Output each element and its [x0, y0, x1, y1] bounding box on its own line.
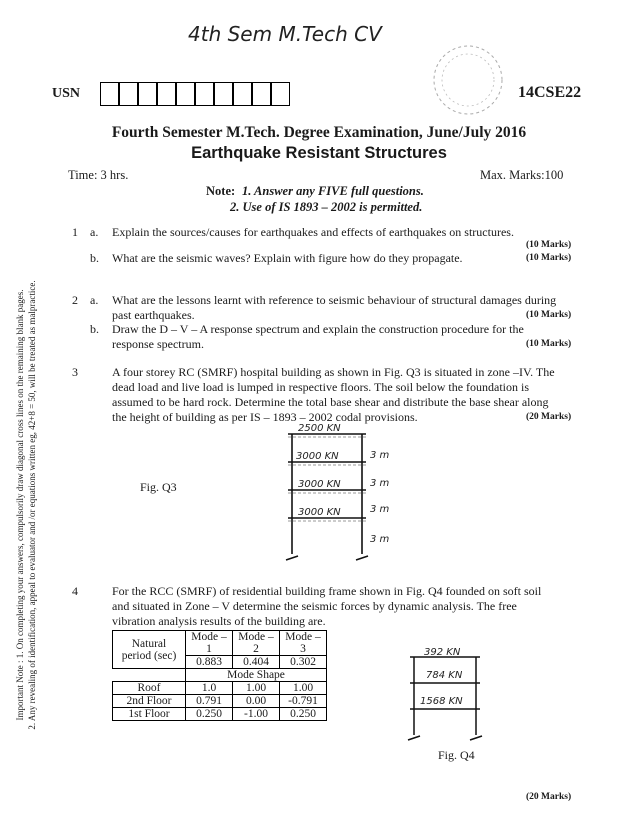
fig-q3-load-2: 3000 KN: [298, 479, 341, 490]
free-vibration-table: [112, 630, 327, 721]
q2a-text-1: What are the lessons learnt with reference to seismic behaviour of structural damages during: [112, 293, 557, 307]
q2a-text-2: past earthquakes.: [112, 308, 195, 322]
fig-q3-frame: [270, 422, 400, 574]
q1b-text: What are the seismic waves? Explain with figure how do they propagate.: [112, 251, 463, 265]
fig-q3-height-3: 3 m: [370, 478, 390, 489]
cell: 1.0: [186, 682, 233, 695]
q4-line-2: and situated in Zone – V determine the seismic forces by dynamic analysis. The free: [112, 599, 517, 613]
usn-digit-box[interactable]: [195, 82, 214, 106]
q3-number: 3: [72, 365, 78, 379]
mode-shape-header: Mode Shape: [186, 669, 327, 682]
q1a-marks: (10 Marks): [526, 240, 572, 250]
college-stamp-mark: [420, 40, 520, 120]
fig-q3-load-1: 3000 KN: [298, 507, 341, 518]
cell: 0.250: [280, 708, 327, 721]
q2a-label: a.: [90, 293, 99, 307]
q1b-label: b.: [90, 251, 99, 265]
q4-line-1: For the RCC (SMRF) of residential building frame shown in Fig. Q4 founded on soft soil: [112, 584, 542, 598]
table-row: [113, 682, 327, 695]
fig-q4-frame: [404, 645, 494, 745]
subject-title: Earthquake Resistant Structures: [191, 144, 447, 162]
q3-line-1: A four storey RC (SMRF) hospital building as shown in Fig. Q3 is situated in zone –IV. The: [112, 365, 555, 379]
mode-1-header: Mode – 1: [186, 631, 233, 656]
cell: 1.00: [280, 682, 327, 695]
side-note-1: Important Note : 1. On completing your answers, compulsorily draw diagonal cross lines on the remaining blank pages.: [15, 289, 25, 721]
fig-q3-load-roof: 2500 KN: [298, 423, 341, 434]
period-mode-1: 0.883: [186, 656, 233, 669]
paper-code: 14CSE22: [518, 84, 582, 101]
period-mode-3: 0.302: [280, 656, 327, 669]
q2b-label: b.: [90, 322, 99, 336]
table-row: [113, 708, 327, 721]
usn-digit-box[interactable]: [100, 82, 119, 106]
q3-marks: (20 Marks): [526, 412, 572, 422]
q4-line-3: vibration analysis results of the building are.: [112, 614, 326, 628]
q3-line-3: assumed to be hard rock. Determine the total base shear and distribute the base shear along: [112, 395, 549, 409]
q2b-marks: (10 Marks): [526, 339, 572, 349]
q1b-marks: (10 Marks): [526, 253, 572, 263]
mode-2-header: Mode – 2: [233, 631, 280, 656]
fig-q3-height-1: 3 m: [370, 534, 390, 545]
row-label: 1st Floor: [113, 708, 186, 721]
usn-digit-box[interactable]: [271, 82, 290, 106]
note-1: 1. Answer any FIVE full questions.: [242, 184, 424, 198]
side-note-2: 2. Any revealing of identification, appeal to evaluator and /or equations written eg, 42+8 = 50, will be treated as malpractice.: [27, 280, 37, 730]
time-allowed: Time: 3 hrs.: [68, 168, 129, 182]
usn-digit-box[interactable]: [157, 82, 176, 106]
cell: 0.00: [233, 695, 280, 708]
cell: 0.791: [186, 695, 233, 708]
fig-q3-height-4: 3 m: [370, 450, 390, 461]
q4-number: 4: [72, 584, 78, 598]
mode-3-header: Mode – 3: [280, 631, 327, 656]
max-marks: Max. Marks:100: [480, 168, 564, 182]
note-label: Note:: [206, 184, 236, 198]
fig-q4-load-2: 784 KN: [426, 670, 463, 681]
table-row: [113, 695, 327, 708]
q3-line-4: the height of building as per IS – 1893 – 2002 codal provisions.: [112, 410, 418, 424]
q1-number: 1: [72, 225, 78, 239]
q3-line-2: dead load and live load is lumped in respective floors. The soil below the foundation is: [112, 380, 530, 394]
cell: 0.250: [186, 708, 233, 721]
q1a-text: Explain the sources/causes for earthquakes and effects of earthquakes on structures.: [112, 225, 514, 239]
q4-marks: (20 Marks): [526, 792, 572, 802]
q2a-marks: (10 Marks): [526, 310, 572, 320]
q2b-text-1: Draw the D – V – A response spectrum and explain the construction procedure for the: [112, 322, 524, 336]
q2b-text-2: response spectrum.: [112, 337, 204, 351]
cell: -0.791: [280, 695, 327, 708]
fig-q4-load-1: 1568 KN: [420, 696, 463, 707]
usn-digit-box[interactable]: [138, 82, 157, 106]
usn-digit-box[interactable]: [119, 82, 138, 106]
note-2: 2. Use of IS 1893 – 2002 is permitted.: [230, 200, 423, 214]
fig-q4-load-roof: 392 KN: [424, 647, 461, 658]
cell: -1.00: [233, 708, 280, 721]
usn-digit-box[interactable]: [252, 82, 271, 106]
row-label: 2nd Floor: [113, 695, 186, 708]
fig-q3-load-3: 3000 KN: [296, 451, 339, 462]
fig-q3-height-2: 3 m: [370, 504, 390, 515]
usn-digit-box[interactable]: [214, 82, 233, 106]
exam-title: Fourth Semester M.Tech. Degree Examination, June/July 2016: [111, 124, 527, 141]
usn-label: USN: [52, 86, 81, 101]
fig-q3-caption: Fig. Q3: [140, 480, 177, 494]
q2-number: 2: [72, 293, 78, 307]
period-mode-2: 0.404: [233, 656, 280, 669]
usn-digit-box[interactable]: [233, 82, 252, 106]
q1a-label: a.: [90, 225, 99, 239]
row-label: Roof: [113, 682, 186, 695]
handwritten-header: 4th Sem M.Tech CV: [188, 22, 382, 46]
fig-q4-caption: Fig. Q4: [438, 748, 475, 762]
natural-period-header: Natural period (sec): [113, 631, 186, 669]
cell: 1.00: [233, 682, 280, 695]
usn-digit-box[interactable]: [176, 82, 195, 106]
